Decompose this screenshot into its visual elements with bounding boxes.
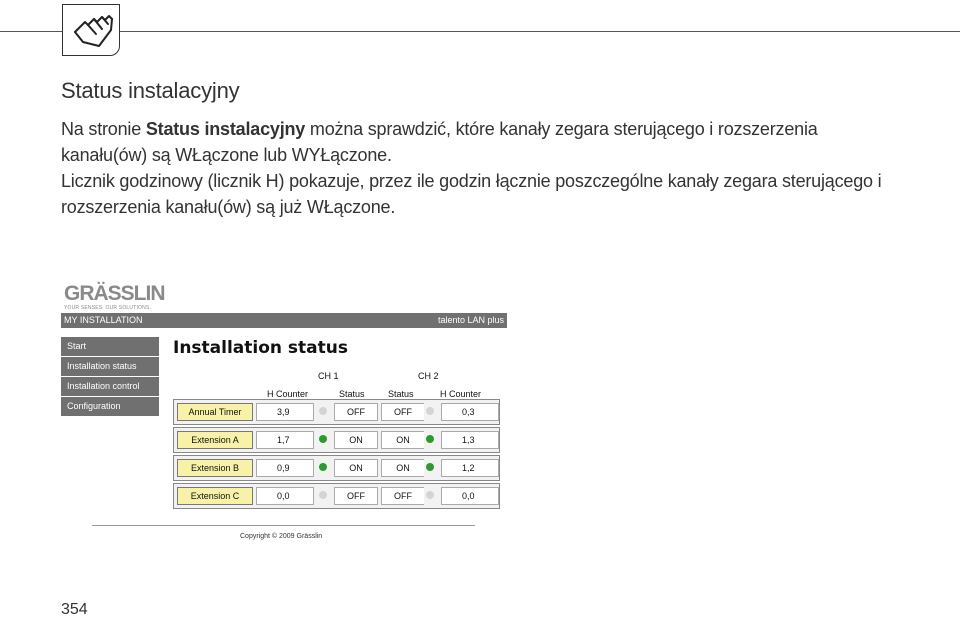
status-on-indicator-icon [426,435,434,443]
web-nav [61,337,159,417]
row-name-button[interactable]: Extension B [177,459,253,477]
para-bold-term: Status instalacyjny [145,119,306,139]
logo-tagline: YOUR SENSES. OUR SOLUTIONS. [64,305,152,311]
ch2-label: CH 2 [418,371,439,381]
status-ch2: OFF [381,403,425,421]
paragraph-counter: Licznik godzinowy (licznik H) pokazuje, przez ile godzin łącznie poszczególne kanały zegara sterującego i rozszerzenia kanału(ów) są już WŁączone. [61,171,882,217]
status-ch2: ON [381,459,425,477]
status-dot-ch2-cell [424,431,438,449]
titlebar-right: talento LAN plus [437,315,504,325]
status-on-indicator-icon [319,463,327,471]
status-ch1: ON [334,431,378,449]
status-dot-ch1-cell [317,459,331,477]
h-counter-ch2: 0,3 [441,403,499,421]
table-row [173,399,500,425]
para-prefix: Na stronie [61,119,146,139]
ch1-label: CH 1 [318,371,339,381]
h-counter-ch1: 1,7 [256,431,314,449]
row-name-button[interactable]: Annual Timer [177,403,253,421]
status-ch1: OFF [334,487,378,505]
h-counter-ch2: 1,2 [441,459,499,477]
h-counter-ch2: 1,3 [441,431,499,449]
header-rule [120,31,960,32]
status-off-indicator-icon [319,407,327,415]
status-dot-ch2-cell [424,487,438,505]
h-counter-ch1: 3,9 [256,403,314,421]
table-row [173,427,500,453]
web-titlebar [61,313,507,328]
col-header-h-counter-2: H Counter [440,389,482,399]
paragraph-intro [61,116,891,168]
hand-pointer-icon [62,4,120,56]
logo-wordmark: GRÄSSLIN [64,282,165,305]
status-dot-ch2-cell [424,459,438,477]
status-off-indicator-icon [319,491,327,499]
nav-item-configuration[interactable]: Configuration [61,397,159,416]
nav-item-start[interactable]: Start [61,337,159,356]
status-ch1: OFF [334,403,378,421]
status-off-indicator-icon [426,491,434,499]
table-row [173,455,500,481]
status-dot-ch1-cell [317,431,331,449]
nav-item-installation-status[interactable]: Installation status [61,357,159,376]
status-on-indicator-icon [319,435,327,443]
header-rule-left [0,31,62,32]
web-footer-rule [92,525,475,526]
status-on-indicator-icon [426,463,434,471]
h-counter-ch2: 0,0 [441,487,499,505]
status-dot-ch2-cell [424,403,438,421]
status-dot-ch1-cell [317,403,331,421]
row-name-button[interactable]: Extension A [177,431,253,449]
table-row [173,483,500,509]
status-ch1: ON [334,459,378,477]
titlebar-left: MY INSTALLATION [64,315,143,325]
row-name-button[interactable]: Extension C [177,487,253,505]
copyright-text: Copyright © 2009 Grässlin [240,533,323,540]
status-off-indicator-icon [426,407,434,415]
status-ch2: ON [381,431,425,449]
para-suffix: można sprawdzić, które kanały zegara sterującego i rozszerzenia kanału(ów) są WŁączone lub WYŁączone. [61,119,818,165]
h-counter-ch1: 0,0 [256,487,314,505]
col-header-status-1: Status [339,389,365,399]
section-heading: Status instalacyjny [61,78,240,103]
col-header-status-2: Status [388,389,414,399]
grasslin-logo [64,284,165,311]
h-counter-ch1: 0,9 [256,459,314,477]
col-header-h-counter-1: H Counter [267,389,309,399]
installation-status-title: Installation status [173,338,348,358]
status-ch2: OFF [381,487,425,505]
page-number: 354 [61,601,88,618]
status-dot-ch1-cell [317,487,331,505]
nav-item-installation-control[interactable]: Installation control [61,377,159,396]
